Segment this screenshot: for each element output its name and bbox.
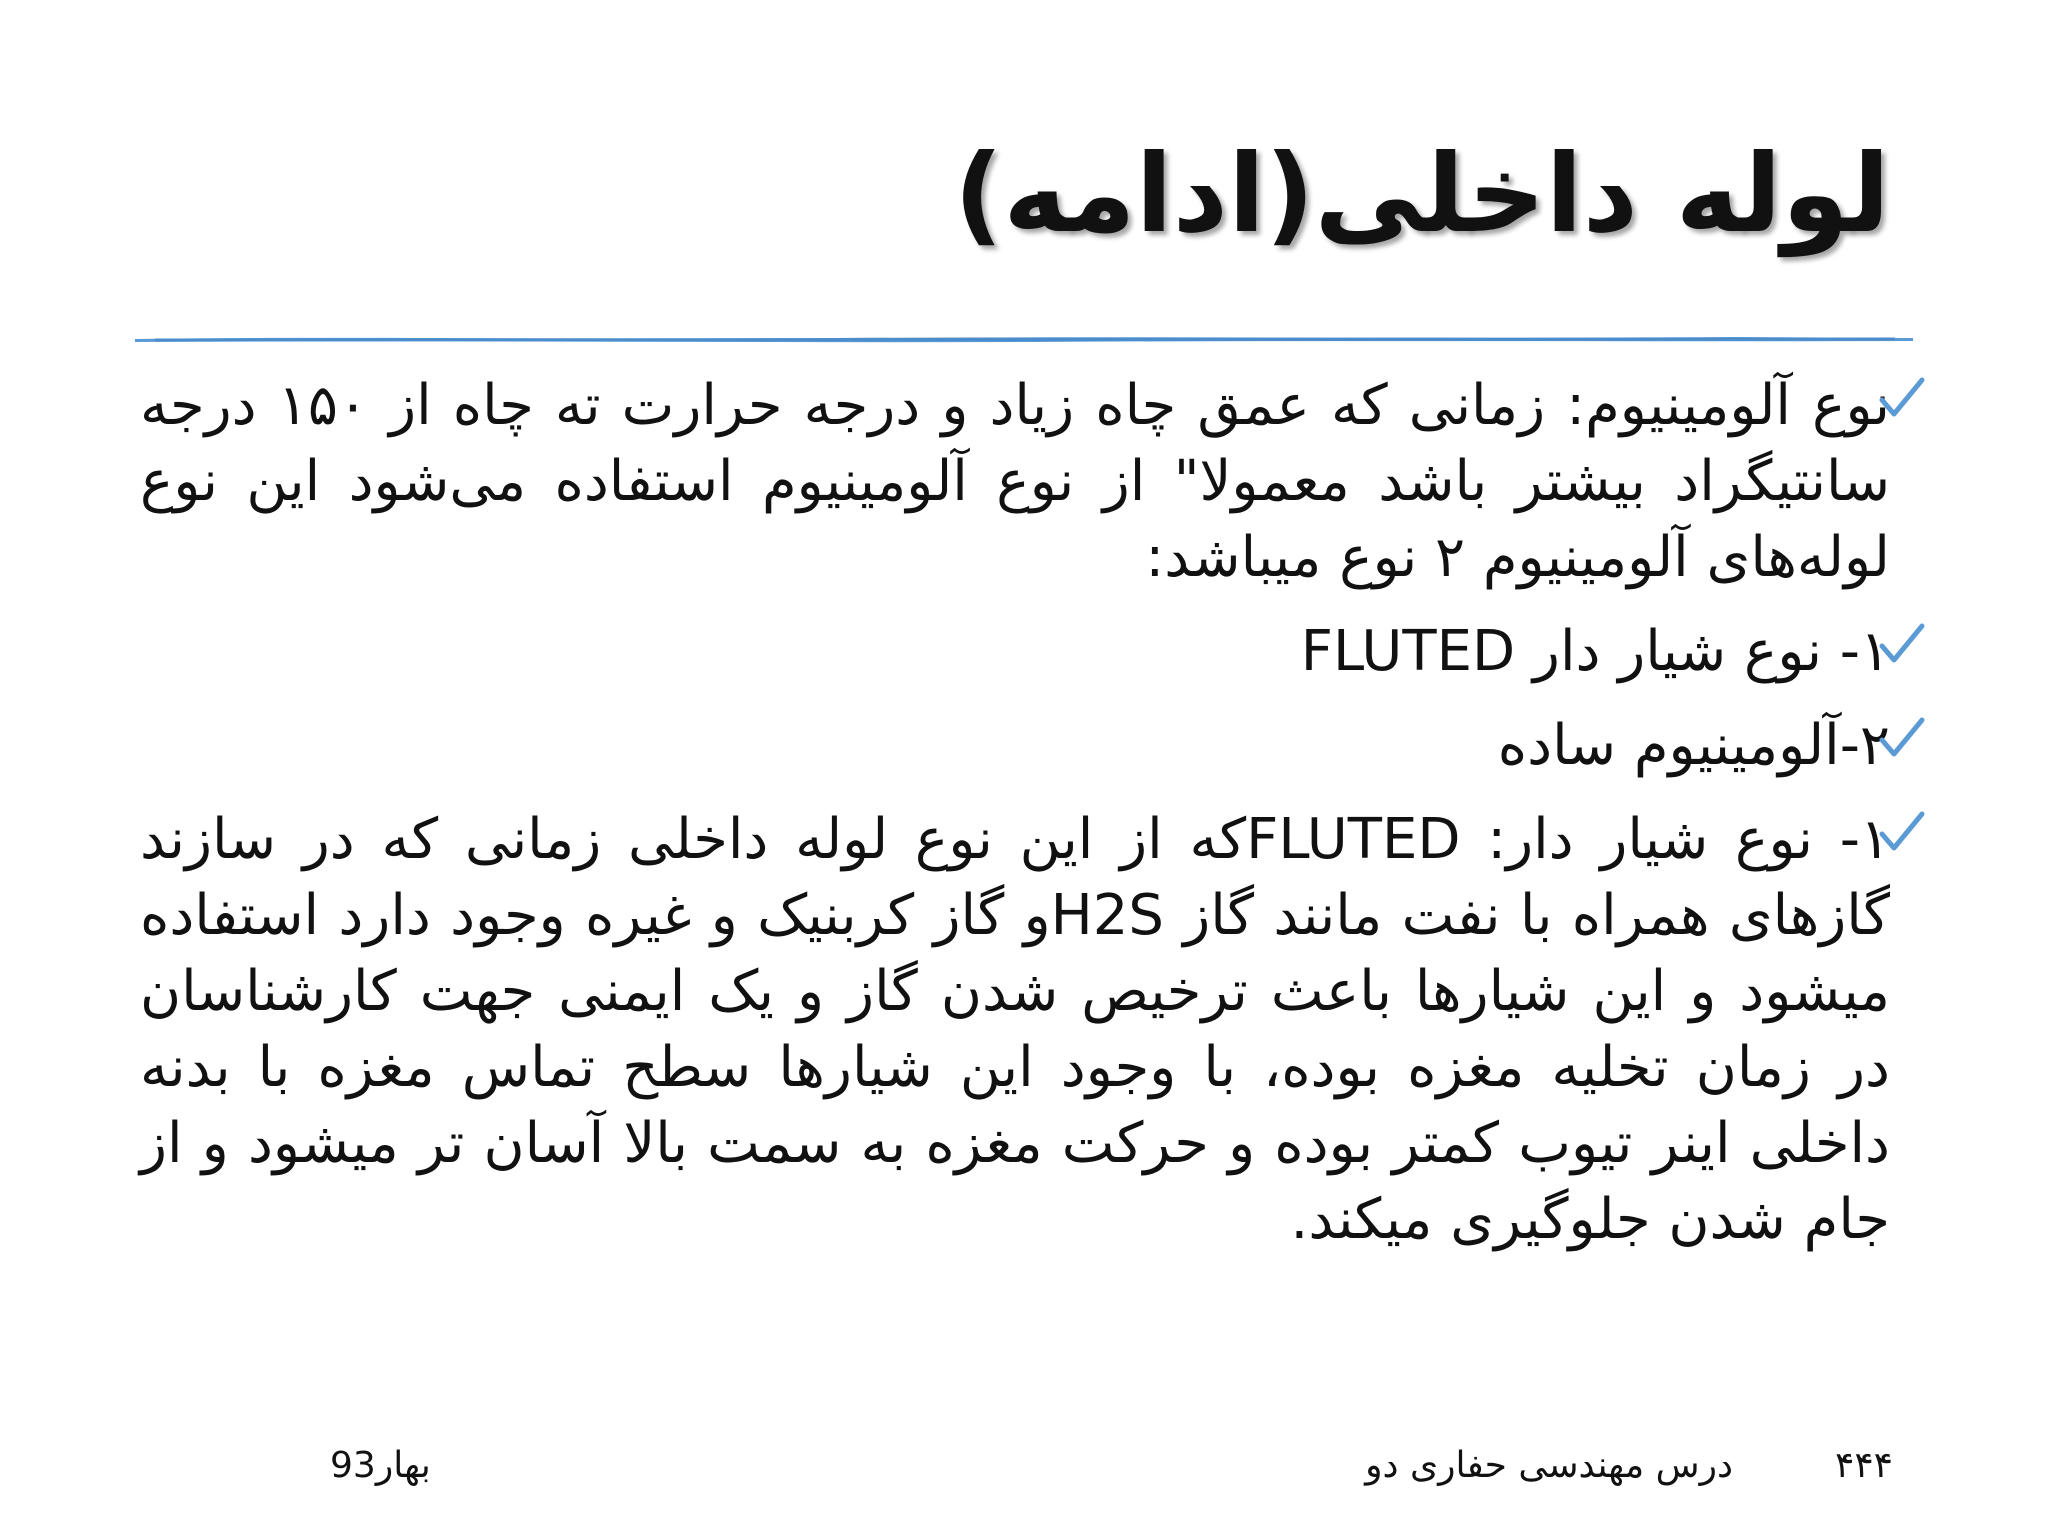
bullet-item bbox=[140, 802, 1890, 1258]
checkmark-icon bbox=[1878, 714, 1926, 762]
bullet-text: نوع آلومینیوم: زمانی که عمق چاه زیاد و درجه حرارت ته چاه از ۱۵۰ درجه سانتیگراد بیشتر باشد معمولا" از نوع آلومینیوم استفاده می‌شود این نوع لوله‌های آلومینیوم ۲ نوع میباشد: bbox=[140, 373, 1890, 590]
checkmark-icon bbox=[1878, 808, 1926, 856]
slide-title: لوله داخلی(ادامه) bbox=[953, 132, 1890, 257]
bullet-list bbox=[140, 368, 1890, 1276]
bullet-item bbox=[140, 708, 1890, 784]
bullet-text: ۱- نوع شیار دار: FLUTEDکه از این نوع لوله داخلی زمانی که در سازند گازهای همراه با نفت مانند گاز H2Sو گاز کربنیک و غیره وجود دارد استفاده میشود و این شیارها باعث ترخیص شدن گاز و یک ایمنی جهت کارشناسان در زمان تخلیه مغزه بوده، با وجود این شیارها سطح تماس مغزه با بدنه داخلی اینر تیوب کمتر بوده و حرکت مغزه به سمت بالا آسان تر میشود و از جام شدن جلوگیری میکند. bbox=[140, 807, 1891, 1252]
bullet-item bbox=[140, 614, 1890, 690]
page-number: ۴۴۴ bbox=[1834, 1445, 1893, 1486]
title-underline bbox=[135, 332, 1913, 344]
bullet-text: ۱- نوع شیار دار FLUTED bbox=[1300, 619, 1890, 684]
checkmark-icon bbox=[1878, 620, 1926, 668]
bullet-text: ۲-آلومینیوم ساده bbox=[1497, 713, 1890, 778]
term-label: بهار93 bbox=[330, 1445, 431, 1486]
course-name: درس مهندسی حفاری دو bbox=[1365, 1445, 1733, 1486]
checkmark-icon bbox=[1878, 374, 1926, 422]
bullet-item bbox=[140, 368, 1890, 596]
